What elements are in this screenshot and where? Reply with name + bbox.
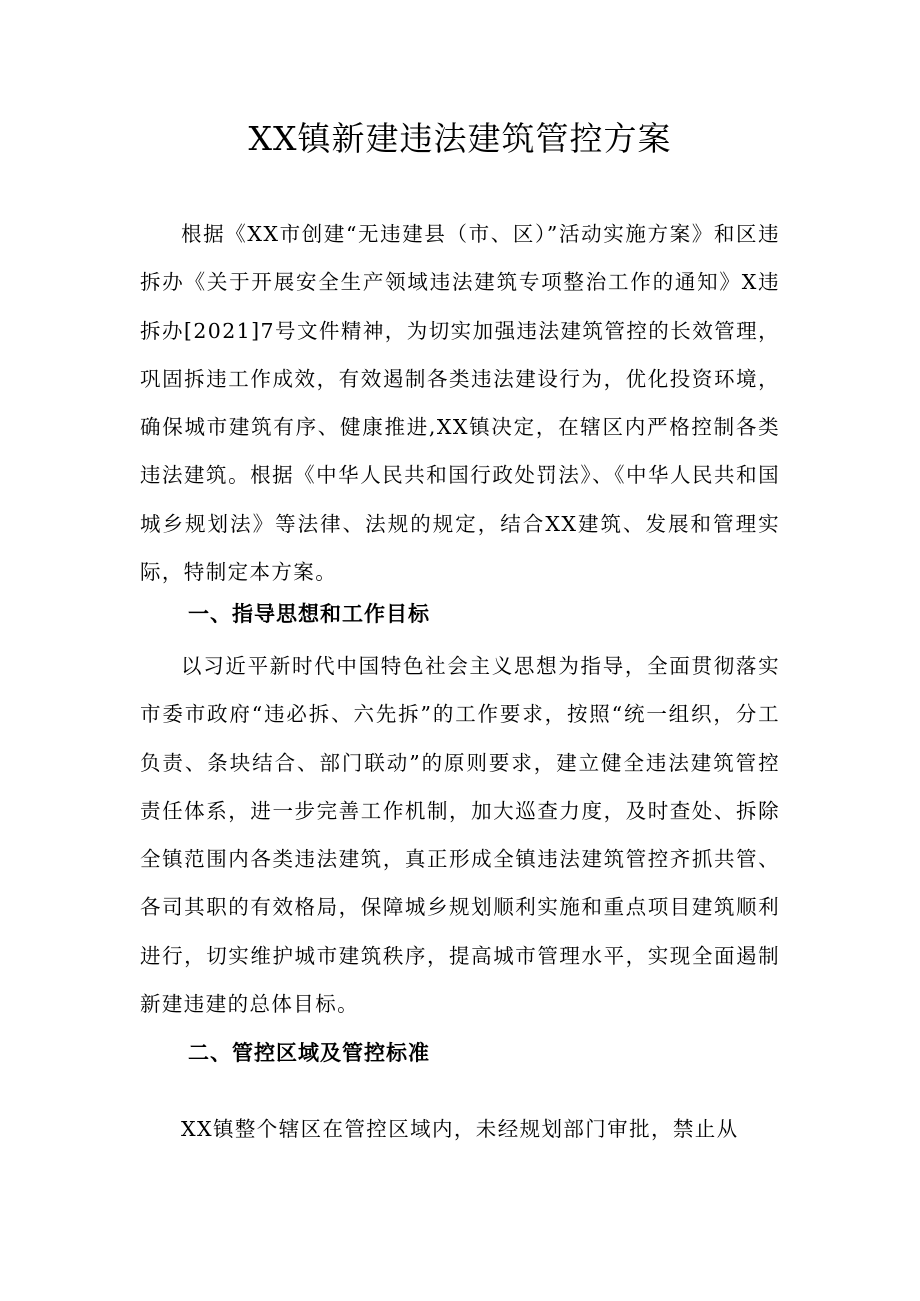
section-heading-1: 一、指导思想和工作目标 (188, 602, 430, 626)
section-2-paragraph: XX镇整个辖区在管控区域内，未经规划部门审批，禁止从 (181, 1117, 739, 1141)
section-1-paragraph: 以习近平新时代中国特色社会主义思想为指导，全面贯彻落实市委市政府“违必拆、六先拆”的工作要求，按照“统一组织，分工负责、条块结合、部门联动”的原则要求，建立健全违法建筑管控责任体系，进一步完善工作机制，加大巡查力度，及时查处、拆除全镇范围内各类违法建筑，真正形成全镇违法建筑管控齐抓共管、各司其职的有效格局，保障城乡规划顺利实施和重点项目建筑顺利进行，切实维护城市建筑秩序，提高城市管理水平，实现全面遏制新建违建的总体目标。 (140, 654, 780, 1017)
document-title: XX镇新建违法建筑管控方案 (248, 119, 672, 158)
section-heading-2: 二、管控区域及管控标准 (188, 1041, 430, 1065)
intro-paragraph: 根据《XX市创建“无违建县（市、区）”活动实施方案》和区违拆办《关于开展安全生产领域违法建筑专项整治工作的通知》X违拆办[2021]7号文件精神，为切实加强违法建筑管控的长效管理，巩固拆违工作成效，有效遏制各类违法建设行为，优化投资环境，确保城市建筑有序、健康推进,XX镇决定，在辖区内严格控制各类违法建筑。根据《中华人民共和国行政处罚法》、《中华人民共和国城乡规划法》等法律、法规的规定，结合XX建筑、发展和管理实际，特制定本方案。 (140, 222, 780, 585)
